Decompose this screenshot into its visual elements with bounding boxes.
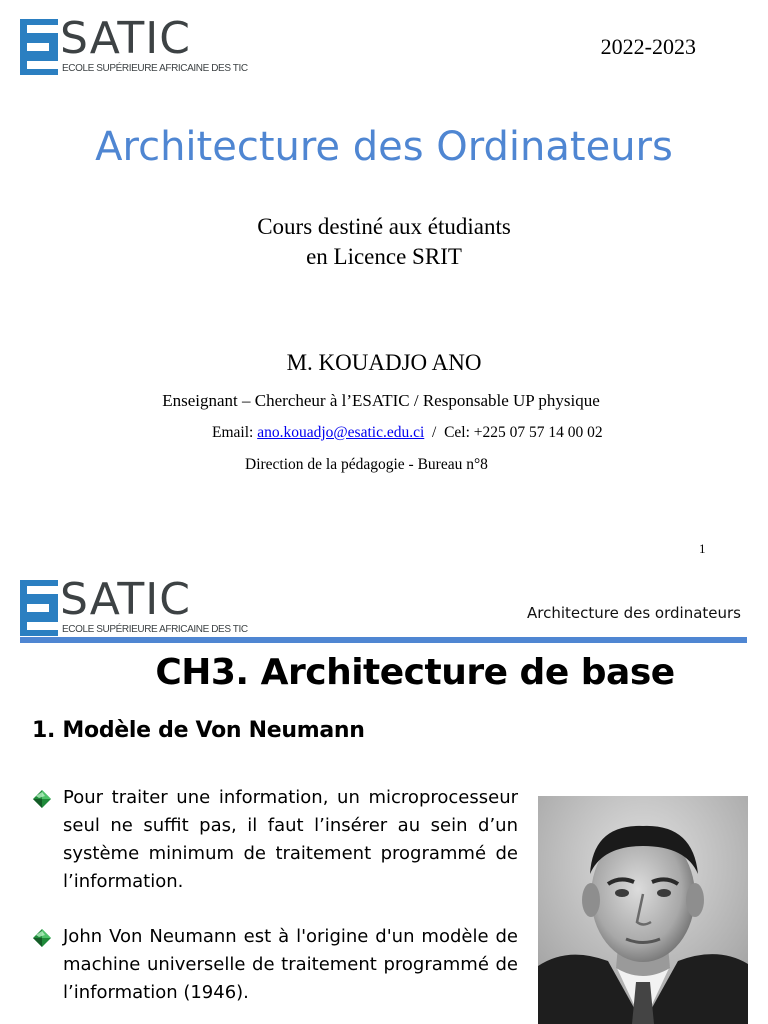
phone-label: / Cel:: [424, 424, 474, 441]
green-gem-bullet-icon: [32, 928, 52, 948]
bullet-text: Pour traiter une information, un microprocesseur seul ne suffit pas, il faut l’insérer au sein d’un système minimum de traitement programmé de l’information.: [63, 787, 518, 892]
course-title: Architecture des Ordinateurs: [95, 124, 673, 170]
contact-line: [212, 424, 603, 442]
von-neumann-portrait: [538, 796, 748, 1024]
page-number: 1: [699, 541, 706, 556]
bullet-list: [32, 784, 518, 1024]
section-title: 1. Modèle de Von Neumann: [32, 718, 365, 743]
header-divider: [20, 637, 747, 643]
bullet-item: [32, 784, 518, 896]
esatic-logo: [20, 574, 248, 637]
email-link[interactable]: ano.kouadjo@esatic.edu.ci: [257, 424, 425, 441]
esatic-logo: [20, 13, 248, 76]
logo-tagline: ECOLE SUPÉRIEURE AFRICAINE DES TIC: [62, 63, 248, 74]
email-label: Email:: [212, 424, 258, 441]
logo-wordmark: SATIC: [60, 13, 192, 64]
subtitle-line-1: Cours destiné aux étudiants: [257, 214, 511, 239]
header-course-title: Architecture des ordinateurs: [527, 604, 741, 622]
bullet-text: John Von Neumann est à l'origine d'un modèle de machine universelle de traitement programmé de l’information (1946).: [63, 926, 518, 1003]
green-gem-bullet-icon: [32, 789, 52, 809]
phone-number: +225 07 57 14 00 02: [473, 424, 603, 441]
author-role: Enseignant – Chercheur à l’ESATIC / Responsable UP physique: [162, 391, 600, 410]
author-name: M. KOUADJO ANO: [286, 350, 482, 375]
logo-tagline: ECOLE SUPÉRIEURE AFRICAINE DES TIC: [62, 624, 248, 635]
bullet-item: [32, 923, 518, 1007]
course-subtitle: [0, 212, 768, 272]
subtitle-line-2: en Licence SRIT: [306, 244, 462, 269]
chapter-title: CH3. Architecture de base: [155, 652, 675, 693]
esatic-e-mark-icon: [20, 580, 58, 636]
esatic-e-mark-icon: [20, 19, 58, 75]
logo-wordmark: SATIC: [60, 574, 192, 625]
academic-year: 2022-2023: [600, 34, 696, 59]
chapter-slide: [0, 572, 768, 1024]
office-location: Direction de la pédagogie - Bureau n°8: [245, 456, 488, 473]
